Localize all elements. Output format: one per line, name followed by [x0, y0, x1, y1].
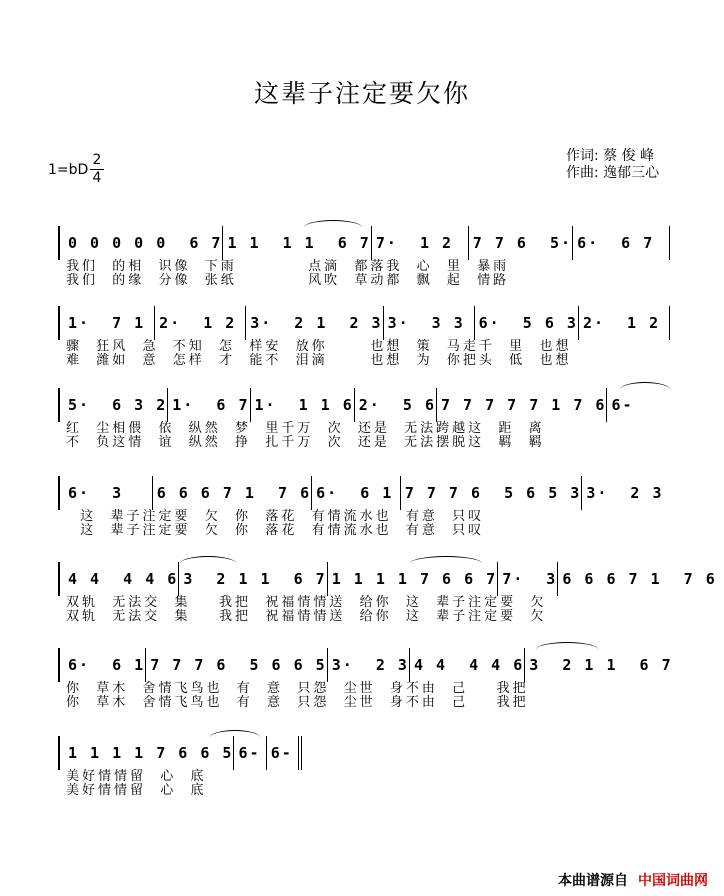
measure: 6-	[611, 396, 634, 414]
measure: 2· 1 2	[579, 306, 670, 340]
lyric-line-verse-1: 骤 狂风 急 不知 怎 样安 放你 也想 策 马走千 里 也想	[66, 339, 572, 354]
measure: 7· 3	[498, 562, 558, 596]
lyric-line-verse-1: 我们 的相 识像 下雨 点滴 都落我 心 里 暴雨	[66, 259, 510, 274]
lyric-line-verse-2: 你 草木 舍情飞鸟也 有 意 只怨 尘世 身不由 己 我把	[66, 695, 529, 710]
note-row	[58, 306, 670, 340]
measure: 1 1 1 1 7 6 6 7	[328, 562, 498, 596]
measure: 1 1 1 1 6 7	[223, 226, 371, 260]
song-title: 这辈子注定要欠你	[253, 79, 470, 108]
time-signature-bottom: 4	[90, 169, 104, 187]
key-signature: 1=bD	[48, 162, 89, 178]
measure: 6· 5 6 3	[475, 306, 579, 340]
source-label: 本曲谱源自	[558, 873, 628, 889]
measure: 7 7 7 6 5 6 6 5	[146, 648, 328, 682]
measure: 6 6 6 7 1 7 6	[153, 476, 312, 510]
measure: 2· 1 2	[155, 306, 246, 340]
measure: 6· 3	[64, 476, 153, 510]
measure: 6· 6 7	[573, 226, 670, 260]
source-footer	[558, 870, 708, 890]
measure: 4 4 4 4 6	[64, 562, 179, 596]
measure: 3· 2 3	[586, 484, 664, 502]
staff-system	[58, 476, 670, 538]
measure: 7 7 6 5·	[469, 226, 573, 260]
slur	[180, 556, 236, 571]
measure: 3· 3 3	[384, 306, 475, 340]
composer-credit: 作曲: 逸郁三心	[566, 165, 660, 181]
measure: 1· 1 1 6	[251, 388, 355, 422]
measure: 3· 2 3	[328, 648, 410, 682]
staff-system	[58, 736, 302, 798]
note-row	[58, 736, 302, 770]
lyricist-credit: 作词: 蔡 俊 峰	[566, 148, 655, 164]
note-row	[58, 226, 670, 260]
note-row	[58, 562, 717, 596]
measure: 6· 6 1	[64, 648, 146, 682]
slur	[210, 730, 260, 745]
lyric-line-verse-1: 这 辈子注定要 欠 你 落花 有情流水也 有意 只叹	[66, 509, 485, 524]
staff-system	[58, 306, 670, 368]
measure: 6-	[234, 736, 266, 770]
note-row	[58, 476, 670, 510]
measure: 3 2 1 1 6 7	[529, 656, 673, 674]
staff-system	[58, 648, 673, 710]
lyric-line-verse-1: 双轨 无法交 集 我把 祝福情情送 给你 这 辈子注定要 欠	[66, 595, 547, 610]
measure: 4 4 4 4 6	[410, 648, 525, 682]
measure: 0 0 0 0 0 6 7	[64, 226, 223, 260]
staff-system	[58, 226, 670, 288]
slur	[410, 556, 482, 571]
final-measure: 6-	[267, 736, 302, 770]
measure: 7 7 7 7 7 1 7 6	[437, 388, 607, 422]
measure: 2· 5 6	[355, 388, 437, 422]
measure: 1· 6 7	[168, 388, 250, 422]
lyric-line-verse-1: 你 草木 舍情飞鸟也 有 意 只怨 尘世 身不由 己 我把	[66, 681, 529, 696]
lyric-line-verse-1: 红 尘相偎 依 纵然 梦 里千万 次 还是 无法跨越这 距 离	[66, 421, 545, 436]
time-signature	[90, 152, 104, 187]
site-link[interactable]: 中国词曲网	[638, 873, 708, 889]
slur	[304, 220, 362, 235]
credits	[566, 148, 659, 182]
measure: 1· 7 1	[64, 306, 155, 340]
lyric-line-verse-2: 双轨 无法交 集 我把 祝福情情送 给你 这 辈子注定要 欠	[66, 609, 547, 624]
staff-system	[58, 388, 670, 450]
note-row	[58, 388, 670, 422]
lyric-line-verse-2: 难 潍如 意 怎样 才 能不 泪滴 也想 为 你把头 低 也想	[66, 353, 572, 368]
staff-system	[58, 562, 717, 624]
measure: 7· 1 2	[372, 226, 469, 260]
measure: 3 2 1 1 6 7	[179, 562, 327, 596]
slur	[620, 382, 670, 397]
lyric-line-verse-1: 美好情情留 心 底	[66, 769, 207, 784]
measure: 6 6 6 7 1 7 6	[562, 570, 717, 588]
measure: 6· 6 1	[312, 476, 401, 510]
measure: 3· 2 1 2 3	[246, 306, 383, 340]
measure: 7 7 7 6 5 6 5 3	[401, 476, 583, 510]
slur	[536, 642, 598, 657]
note-row	[58, 648, 673, 682]
lyric-line-verse-2: 不 负这情 谊 纵然 挣 扎千万 次 还是 无法摆脱这 羁 羁	[66, 435, 545, 450]
measure: 5· 6 3 2	[64, 388, 168, 422]
lyric-line-verse-2: 我们 的缘 分像 张纸 风吹 草动都 飘 起 情路	[66, 273, 510, 288]
time-signature-top: 2	[92, 152, 102, 168]
lyric-line-verse-2: 这 辈子注定要 欠 你 落花 有情流水也 有意 只叹	[66, 523, 485, 538]
measure: 1 1 1 1 7 6 6 5	[64, 736, 234, 770]
lyric-line-verse-2: 美好情情留 心 底	[66, 783, 207, 798]
